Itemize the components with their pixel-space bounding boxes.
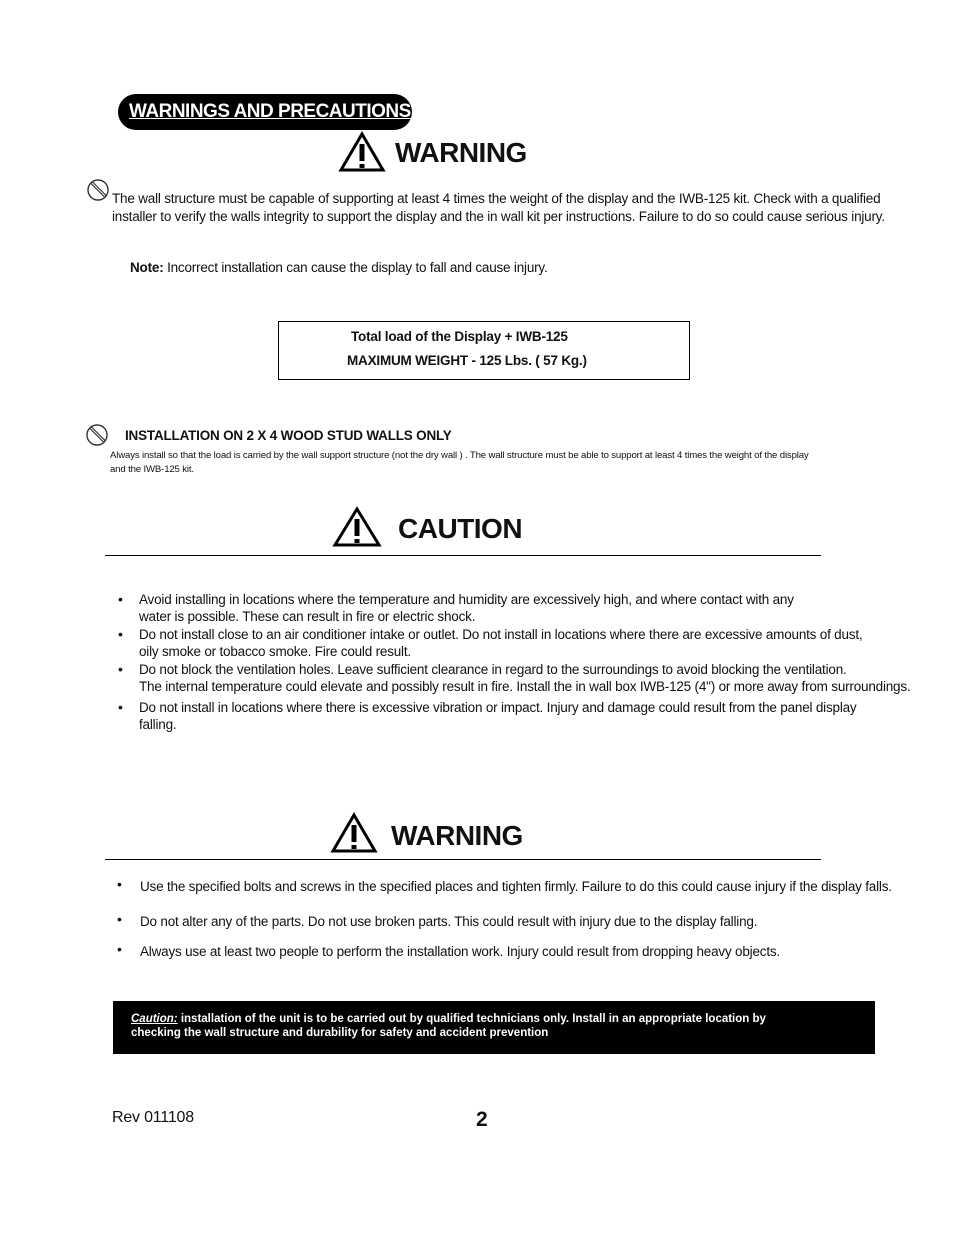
caution-bullet-4-line-1: Do not install in locations where there is excessive vibration or impact. Injury and damage could result from the panel display — [139, 700, 857, 715]
caution-bullet-1-line-1: Avoid installing in locations where the temperature and humidity are excessively high, and where contact with any — [139, 592, 794, 607]
stud-text-line-2: and the IWB-125 kit. — [110, 464, 194, 475]
warning-triangle-icon — [338, 131, 386, 173]
prohibited-icon — [86, 178, 110, 202]
caution-notice-line-1 — [131, 1012, 857, 1026]
warning-paragraph-line-2: installer to verify the walls integrity to support the display and the in wall kit per instructions. Failure to do so could cause serious injury. — [112, 209, 885, 224]
warning-heading: WARNING — [395, 137, 527, 168]
note — [130, 259, 548, 277]
warning-divider — [105, 859, 821, 860]
warning-paragraph-line-1: The wall structure must be capable of supporting at least 4 times the weight of the display and the IWB-125 kit. Check with a qualified — [112, 191, 881, 206]
warning-heading: WARNING — [391, 820, 523, 851]
warning-bullet-2: Do not alter any of the parts. Do not use broken parts. This could result with injury due to the display falling. — [140, 914, 758, 929]
warning-bullet-3: Always use at least two people to perform the installation work. Injury could result from dropping heavy objects. — [140, 944, 780, 959]
section-title-text: WARNINGS AND PRECAUTIONS — [129, 101, 411, 122]
bullet-dot: • — [118, 661, 123, 677]
caution-bullet-1-line-2: water is possible. These can result in fire or electric shock. — [139, 609, 476, 624]
bullet-dot: • — [117, 876, 122, 892]
caution-notice-line-2: checking the wall structure and durability for safety and accident prevention — [131, 1027, 549, 1039]
page-number: 2 — [476, 1108, 488, 1131]
bullet-dot: • — [118, 626, 123, 642]
warning-triangle-icon — [332, 506, 382, 548]
caution-heading: CAUTION — [398, 513, 523, 544]
caution-notice-text-1: installation of the unit is to be carried out by qualified technicians only. Install in an appropriate location by — [177, 1013, 766, 1025]
section-title — [118, 94, 412, 130]
bullet-dot: • — [117, 941, 122, 957]
caution-bullet-3-line-2: The internal temperature could elevate and possibly result in fire. Install the in wall box IWB-125 (4") or more away from surroundings. — [139, 679, 911, 694]
bullet-dot: • — [118, 591, 123, 607]
note-label: Note: — [130, 260, 164, 275]
revision-label: Rev 011108 — [112, 1109, 194, 1126]
stud-heading: INSTALLATION ON 2 X 4 WOOD STUD WALLS ONLY — [125, 428, 452, 443]
bullet-dot: • — [118, 699, 123, 715]
caution-bullet-2-line-2: oily smoke or tobacco smoke. Fire could result. — [139, 644, 411, 659]
load-box-line-1: Total load of the Display + IWB-125 — [351, 329, 568, 344]
prohibited-icon — [85, 423, 109, 447]
load-box-line-2: MAXIMUM WEIGHT - 125 Lbs. ( 57 Kg.) — [347, 353, 587, 368]
caution-bullet-4-line-2: falling. — [139, 717, 177, 732]
note-text: Incorrect installation can cause the display to fall and cause injury. — [167, 260, 548, 275]
caution-notice-label: Caution: — [131, 1013, 178, 1025]
caution-bullet-3-line-1: Do not block the ventilation holes. Leave sufficient clearance in regard to the surroundings to avoid blocking the ventilation. — [139, 662, 847, 677]
warning-bullet-1: Use the specified bolts and screws in the specified places and tighten firmly. Failure to do this could cause injury if the display falls. — [140, 879, 892, 894]
caution-divider — [105, 555, 821, 556]
stud-text-line-1: Always install so that the load is carried by the wall support structure (not the dry wall ) . The wall structure must be able to support at least 4 times the weight of the display — [110, 450, 809, 461]
bullet-dot: • — [117, 911, 122, 927]
load-box — [278, 321, 690, 380]
warning-triangle-icon — [330, 812, 378, 854]
caution-bullet-2-line-1: Do not install close to an air conditioner intake or outlet. Do not install in locations where there are excessive amounts of dust, — [139, 627, 863, 642]
caution-notice-box — [113, 1001, 875, 1054]
